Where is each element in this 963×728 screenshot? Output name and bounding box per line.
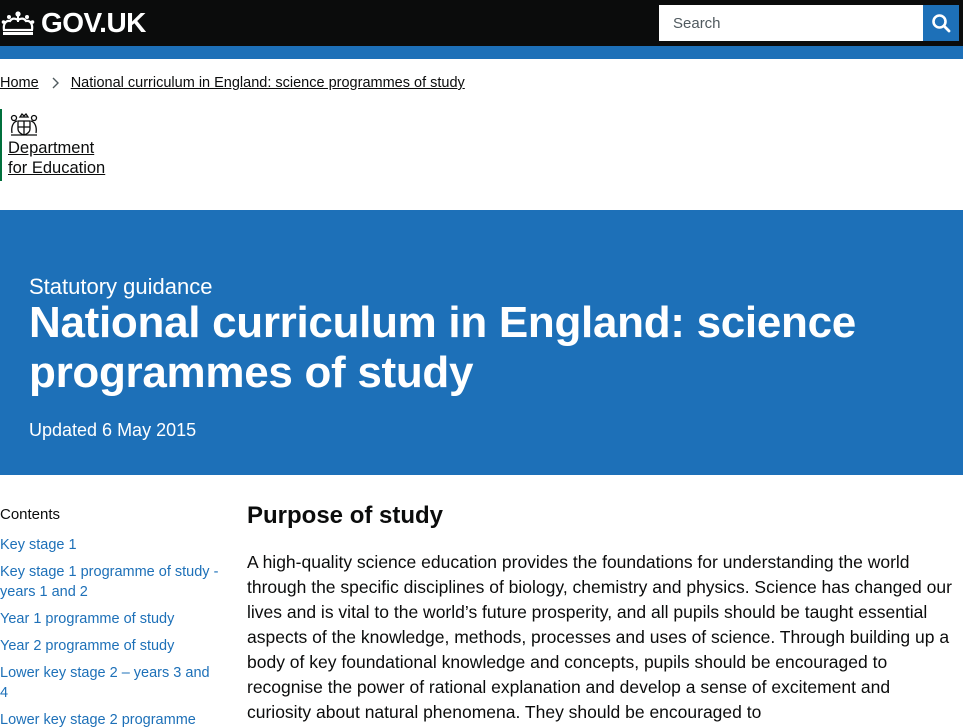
org-name-line2: for Education xyxy=(8,159,106,177)
search-icon xyxy=(931,13,951,33)
section-heading: Purpose of study xyxy=(247,502,444,529)
contents-link-lower-ks2[interactable]: Lower key stage 2 – years 3 and 4 xyxy=(0,665,210,701)
contents-list xyxy=(0,535,220,728)
royal-crest-icon xyxy=(8,109,40,137)
contents-link-year-2[interactable]: Year 2 programme of study xyxy=(0,638,175,654)
search-button[interactable] xyxy=(923,5,959,41)
contents-title: Contents xyxy=(0,506,61,523)
contents-item xyxy=(0,562,220,602)
contents-item xyxy=(0,710,220,728)
page-title xyxy=(29,298,929,398)
contents-item xyxy=(0,609,220,629)
header-blue-rule xyxy=(0,46,963,59)
page-title-line2: programmes of study xyxy=(29,348,474,397)
contents-nav xyxy=(0,506,220,728)
govuk-logo-link[interactable] xyxy=(0,6,146,40)
breadcrumb-home-link[interactable]: Home xyxy=(0,75,39,91)
contents-link-key-stage-1[interactable]: Key stage 1 xyxy=(0,537,77,553)
document-type: Statutory guidance xyxy=(29,274,213,299)
breadcrumb-current-link[interactable]: National curriculum in England: science programmes of study xyxy=(70,75,465,91)
search-input[interactable] xyxy=(659,5,923,41)
organisation-logo[interactable] xyxy=(0,109,105,181)
search-form xyxy=(659,5,959,41)
contents-item xyxy=(0,663,220,703)
breadcrumb xyxy=(0,75,465,91)
site-header xyxy=(0,0,963,46)
chevron-right-icon xyxy=(50,77,62,89)
contents-link-lower-ks2-programme[interactable]: Lower key stage 2 programme xyxy=(0,712,196,728)
page-masthead xyxy=(0,210,963,475)
logo-text: GOV.UK xyxy=(41,7,146,38)
crown-icon xyxy=(0,9,36,37)
contents-link-ks1-programme[interactable]: Key stage 1 programme of study - years 1 and 2 xyxy=(0,564,219,600)
contents-item xyxy=(0,636,220,656)
main-content xyxy=(247,502,959,725)
org-name-line1: Department xyxy=(8,139,95,157)
page-title-line1: National curriculum in England: science xyxy=(29,298,856,347)
contents-link-year-1[interactable]: Year 1 programme of study xyxy=(0,611,175,627)
contents-item xyxy=(0,535,220,555)
updated-date: Updated 6 May 2015 xyxy=(29,420,197,440)
body-paragraph: A high-quality science education provides the foundations for understanding the world through the specific disciplines of biology, chemistry and physics. Science has changed our lives and is vital to the world’s future prosperity, and all pupils should be taught essential aspects of the knowledge, methods, processes and uses of science. Through building up a body of key foundational knowledge and concepts, pupils should be encouraged to recognise the power of rational explanation and develop a sense of excitement and curiosity about natural phenomena. They should be encouraged to xyxy=(247,552,952,722)
